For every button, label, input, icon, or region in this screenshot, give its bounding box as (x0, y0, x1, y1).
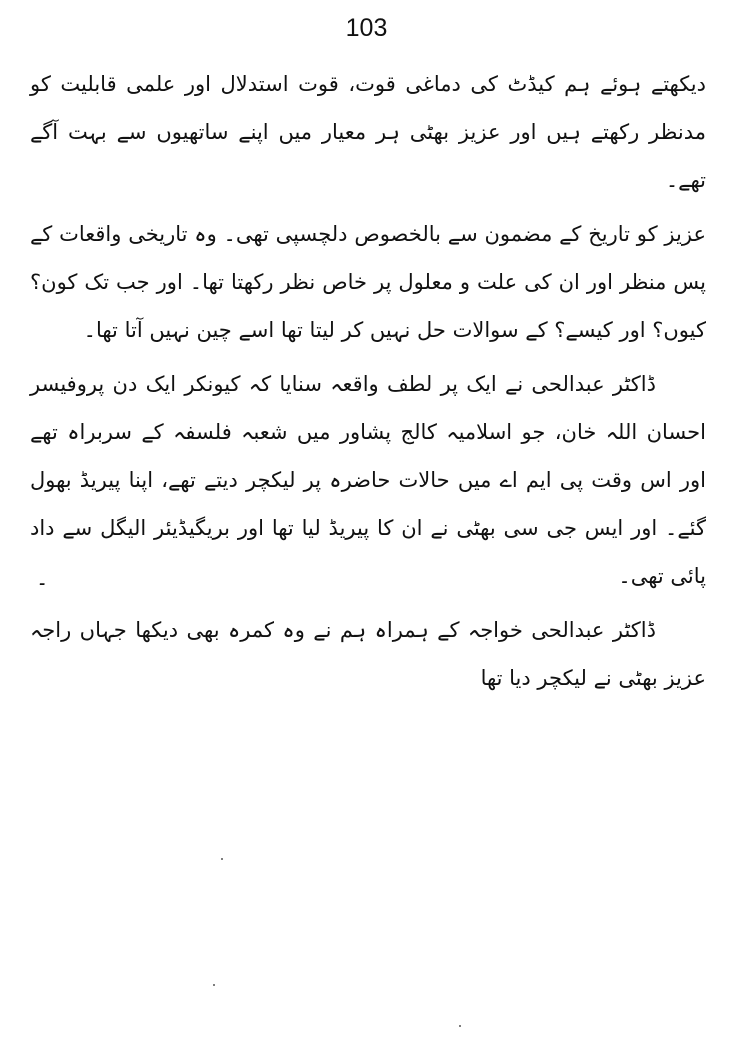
page-number: 103 (345, 14, 388, 42)
paragraph-4: ڈاکٹر عبدالحی خواجہ کے ہمراہ ہم نے وہ کمرہ بھی دیکھا جہاں راجہ عزیز بھٹی نے لیکچر دیا تھا (30, 618, 706, 690)
scan-speck (221, 858, 223, 860)
sentence-end-mark: ۔ (36, 566, 49, 590)
scan-speck (213, 984, 215, 986)
paragraph-3: ڈاکٹر عبدالحی نے ایک پر لطف واقعہ سنایا کہ کیونکر ایک دن پروفیسر احسان اللہ خان، جو اسلامیہ کالج پشاور میں شعبہ فلسفہ کے سربراہ تھے اور اس وقت پی ایم اے میں حالات حاضرہ پر لیکچر دیتے تھے، اپنا پیریڈ بھول گئے۔ اور ایس جی سی بھٹی نے ان کا پیریڈ لیا تھا اور بریگیڈیئر الیگل سے داد پائی تھی۔ (30, 372, 706, 588)
paragraph-1: دیکھتے ہوئے ہم کیڈٹ کی دماغی قوت، قوت استدلال اور علمی قابلیت کو مدنظر رکھتے ہیں اور عزیز بھٹی ہر معیار میں اپنے ساتھیوں سے بہت آگے تھے۔ (30, 72, 706, 192)
paragraph-2: عزیز کو تاریخ کے مضمون سے بالخصوص دلچسپی تھی۔ وہ تاریخی واقعات کے پس منظر اور ان کی علت و معلول پر خاص نظر رکھتا تھا۔ اور جب تک کون؟ کیوں؟ اور کیسے؟ کے سوالات حل نہیں کر لیتا تھا اسے چین نہیں آتا تھا۔ (30, 222, 706, 342)
body-text (30, 60, 706, 708)
scan-speck (459, 1025, 461, 1027)
